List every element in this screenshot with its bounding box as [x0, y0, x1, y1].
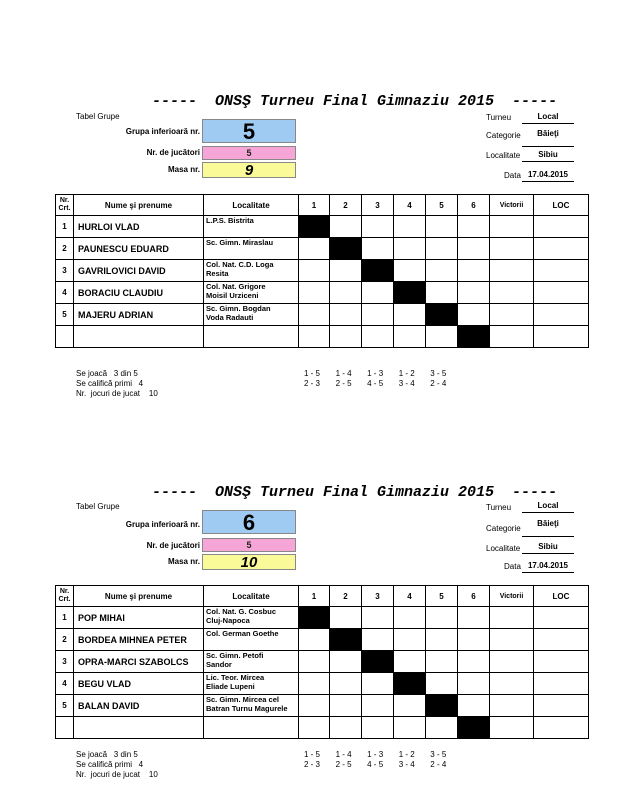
table-row — [56, 260, 589, 282]
player-name[interactable]: BORDEA MIHNEA PETER — [74, 629, 204, 651]
locality-line-2: Eliade Lupeni — [206, 682, 255, 691]
victorii-cell[interactable] — [490, 629, 534, 651]
victorii-cell[interactable] — [490, 304, 534, 326]
header-nr-crt: Nr. Crt. — [56, 586, 74, 607]
categorie-label: Categorie — [486, 131, 521, 140]
row-nr: 2 — [56, 629, 74, 651]
header-col-3: 3 — [362, 586, 394, 607]
nr-jucatori-label: Nr. de jucători — [146, 148, 200, 157]
row-nr: 4 — [56, 673, 74, 695]
turneu-label: Turneu — [486, 113, 512, 122]
masa-value[interactable]: 10 — [202, 554, 296, 570]
header-col-4: 4 — [394, 586, 426, 607]
table-row — [56, 607, 589, 629]
player-locality[interactable] — [204, 651, 299, 673]
score-cell[interactable] — [458, 282, 490, 304]
score-cell[interactable] — [394, 260, 426, 282]
locality-line-2: Batran Turnu Magurele — [206, 704, 288, 713]
grupa-value[interactable]: 6 — [202, 510, 296, 534]
locality-line-1: Col. Nat. G. Cosbuc — [206, 607, 277, 616]
header-localitate: Localitate — [204, 586, 299, 607]
score-cell[interactable] — [394, 651, 426, 673]
header-col-3: 3 — [362, 195, 394, 216]
nr-jucatori-value[interactable]: 5 — [202, 538, 296, 552]
victorii-cell[interactable] — [490, 673, 534, 695]
foot-se-joaca: Se joacă 3 din 5 — [76, 369, 138, 378]
categorie-label: Categorie — [486, 524, 521, 533]
loc-cell[interactable] — [534, 326, 589, 348]
score-cell[interactable] — [362, 717, 394, 739]
table-row — [56, 304, 589, 326]
victorii-cell[interactable] — [490, 216, 534, 238]
score-cell[interactable] — [362, 673, 394, 695]
score-cell[interactable] — [362, 216, 394, 238]
score-cell[interactable] — [299, 629, 330, 651]
header-col-2: 2 — [330, 586, 362, 607]
score-cell[interactable] — [330, 216, 362, 238]
player-locality[interactable] — [204, 326, 299, 348]
score-cell[interactable] — [426, 651, 458, 673]
victorii-cell[interactable] — [490, 326, 534, 348]
score-cell[interactable] — [458, 260, 490, 282]
match-pairs-line-1: 1 - 5 1 - 4 1 - 3 1 - 2 3 - 5 — [304, 750, 447, 759]
blocked-cell — [426, 304, 458, 326]
foot-nr-jocuri: Nr. jocuri de jucat 10 — [76, 389, 158, 398]
score-cell[interactable] — [458, 629, 490, 651]
locality-line-1: Lic. Teor. Mircea — [206, 673, 265, 682]
table-row — [56, 216, 589, 238]
score-cell[interactable] — [426, 607, 458, 629]
group-table — [55, 585, 589, 739]
score-cell[interactable] — [299, 260, 330, 282]
player-name[interactable]: MAJERU ADRIAN — [74, 304, 204, 326]
score-cell[interactable] — [362, 695, 394, 717]
score-cell[interactable] — [426, 717, 458, 739]
row-nr — [56, 717, 74, 739]
loc-cell[interactable] — [534, 260, 589, 282]
score-cell[interactable] — [426, 216, 458, 238]
table-row — [56, 651, 589, 673]
locality-line-1: Sc. Gimn. Bogdan — [206, 304, 271, 313]
row-nr: 1 — [56, 216, 74, 238]
player-locality[interactable] — [204, 673, 299, 695]
score-cell[interactable] — [458, 695, 490, 717]
group-table — [55, 194, 589, 348]
loc-cell[interactable] — [534, 607, 589, 629]
data-label: Data — [504, 171, 521, 180]
localitate-label: Localitate — [486, 151, 521, 160]
score-cell[interactable] — [362, 326, 394, 348]
score-cell[interactable] — [394, 629, 426, 651]
locality-line-1: Col. German Goethe — [206, 629, 279, 638]
localitate-value[interactable]: Sibiu — [522, 542, 574, 554]
nr-jucatori-label: Nr. de jucători — [146, 541, 200, 550]
player-name[interactable]: BEGU VLAD — [74, 673, 204, 695]
score-cell[interactable] — [362, 282, 394, 304]
victorii-cell[interactable] — [490, 651, 534, 673]
row-nr — [56, 326, 74, 348]
table-row — [56, 695, 589, 717]
score-cell[interactable] — [426, 282, 458, 304]
header-col-2: 2 — [330, 195, 362, 216]
match-pairs-line-1: 1 - 5 1 - 4 1 - 3 1 - 2 3 - 5 — [304, 369, 447, 378]
blocked-cell — [330, 629, 362, 651]
player-locality[interactable] — [204, 260, 299, 282]
header-loc: LOC — [534, 195, 589, 216]
blocked-cell — [426, 695, 458, 717]
locality-line-1: L.P.S. Bistrita — [206, 216, 254, 225]
victorii-cell[interactable] — [490, 238, 534, 260]
loc-cell[interactable] — [534, 695, 589, 717]
masa-label: Masa nr. — [167, 557, 200, 566]
player-name[interactable] — [74, 717, 204, 739]
score-cell[interactable] — [458, 304, 490, 326]
data-value[interactable]: 17.04.2015 — [522, 561, 574, 573]
victorii-cell[interactable] — [490, 282, 534, 304]
table-row — [56, 673, 589, 695]
score-cell[interactable] — [362, 304, 394, 326]
score-cell[interactable] — [426, 629, 458, 651]
score-cell[interactable] — [458, 673, 490, 695]
header-col-5: 5 — [426, 195, 458, 216]
score-cell[interactable] — [299, 717, 330, 739]
blocked-cell — [299, 216, 330, 238]
locality-line-1: Col. Nat. C.D. Loga — [206, 260, 274, 269]
score-cell[interactable] — [299, 695, 330, 717]
player-name[interactable]: POP MIHAI — [74, 607, 204, 629]
score-cell[interactable] — [394, 607, 426, 629]
blocked-cell — [362, 260, 394, 282]
header-col-5: 5 — [426, 586, 458, 607]
locality-line-2: Voda Radauti — [206, 313, 254, 322]
score-cell[interactable] — [299, 304, 330, 326]
table-header-row — [56, 586, 589, 607]
header-col-1: 1 — [299, 586, 330, 607]
blocked-cell — [394, 282, 426, 304]
player-locality[interactable] — [204, 238, 299, 260]
header-victorii: Victorii — [490, 195, 534, 216]
header-loc: LOC — [534, 586, 589, 607]
table-row — [56, 282, 589, 304]
score-cell[interactable] — [299, 651, 330, 673]
table-row — [56, 717, 589, 739]
row-nr: 5 — [56, 695, 74, 717]
player-name[interactable]: BORACIU CLAUDIU — [74, 282, 204, 304]
score-cell[interactable] — [299, 326, 330, 348]
player-name[interactable] — [74, 326, 204, 348]
header-localitate: Localitate — [204, 195, 299, 216]
score-cell[interactable] — [330, 304, 362, 326]
score-cell[interactable] — [330, 673, 362, 695]
score-cell[interactable] — [330, 651, 362, 673]
header-col-1: 1 — [299, 195, 330, 216]
player-locality[interactable] — [204, 695, 299, 717]
player-locality[interactable] — [204, 304, 299, 326]
blocked-cell — [458, 326, 490, 348]
header-col-6: 6 — [458, 195, 490, 216]
score-cell[interactable] — [426, 673, 458, 695]
score-cell[interactable] — [458, 238, 490, 260]
locality-line-1: Sc. Gimn. Mircea cel — [206, 695, 279, 704]
sheet-title: ----- ONSŞ Turneu Final Gimnaziu 2015 ----- — [152, 484, 558, 501]
score-cell[interactable] — [299, 238, 330, 260]
loc-cell[interactable] — [534, 282, 589, 304]
data-value[interactable]: 17.04.2015 — [522, 170, 574, 182]
loc-cell[interactable] — [534, 673, 589, 695]
table-header-row — [56, 195, 589, 216]
match-pairs-line-2: 2 - 3 2 - 5 4 - 5 3 - 4 2 - 4 — [304, 760, 447, 769]
foot-se-califica: Se califică primi 4 — [76, 760, 144, 769]
grupa-label: Grupa inferioară nr. — [125, 127, 200, 136]
table-row — [56, 238, 589, 260]
score-cell[interactable] — [394, 304, 426, 326]
player-locality[interactable] — [204, 282, 299, 304]
loc-cell[interactable] — [534, 238, 589, 260]
loc-cell[interactable] — [534, 629, 589, 651]
locality-line-2: Resita — [206, 269, 229, 278]
match-pairs-line-2: 2 - 3 2 - 5 4 - 5 3 - 4 2 - 4 — [304, 379, 447, 388]
player-name[interactable]: GAVRILOVICI DAVID — [74, 260, 204, 282]
loc-cell[interactable] — [534, 304, 589, 326]
score-cell[interactable] — [426, 260, 458, 282]
loc-cell[interactable] — [534, 651, 589, 673]
header-nume: Nume şi prenume — [74, 195, 204, 216]
score-cell[interactable] — [394, 238, 426, 260]
score-cell[interactable] — [426, 326, 458, 348]
score-cell[interactable] — [330, 695, 362, 717]
player-name[interactable]: HURLOI VLAD — [74, 216, 204, 238]
header-col-6: 6 — [458, 586, 490, 607]
blocked-cell — [458, 717, 490, 739]
tabel-grupe-label: Tabel Grupe — [76, 112, 120, 121]
blocked-cell — [362, 651, 394, 673]
victorii-cell[interactable] — [490, 260, 534, 282]
score-cell[interactable] — [299, 673, 330, 695]
localitate-value[interactable]: Sibiu — [522, 150, 574, 162]
score-cell[interactable] — [330, 717, 362, 739]
masa-label: Masa nr. — [167, 165, 200, 174]
grupa-label: Grupa inferioară nr. — [125, 520, 200, 529]
score-cell[interactable] — [330, 326, 362, 348]
score-cell[interactable] — [458, 216, 490, 238]
row-nr: 4 — [56, 282, 74, 304]
locality-line-2: Sandor — [206, 660, 232, 669]
header-nume: Nume şi prenume — [74, 586, 204, 607]
player-locality[interactable] — [204, 607, 299, 629]
victorii-cell[interactable] — [490, 607, 534, 629]
player-locality[interactable] — [204, 717, 299, 739]
header-nr-crt: Nr. Crt. — [56, 195, 74, 216]
locality-line-1: Sc. Gimn. Miraslau — [206, 238, 274, 247]
header-victorii: Victorii — [490, 586, 534, 607]
locality-line-2: Cluj-Napoca — [206, 616, 250, 625]
locality-line-1: Sc. Gimn. Petofi — [206, 651, 264, 660]
score-cell[interactable] — [362, 629, 394, 651]
locality-line-1: Col. Nat. Grigore — [206, 282, 266, 291]
categorie-value[interactable]: Băieţi — [522, 129, 574, 147]
score-cell[interactable] — [394, 717, 426, 739]
victorii-cell[interactable] — [490, 717, 534, 739]
score-cell[interactable] — [362, 607, 394, 629]
score-cell[interactable] — [426, 238, 458, 260]
categorie-value[interactable]: Băieţi — [522, 519, 574, 537]
score-cell[interactable] — [394, 216, 426, 238]
row-nr: 1 — [56, 607, 74, 629]
nr-jucatori-value[interactable]: 5 — [202, 146, 296, 160]
row-nr: 3 — [56, 651, 74, 673]
player-name[interactable]: BALAN DAVID — [74, 695, 204, 717]
localitate-label: Localitate — [486, 544, 521, 553]
foot-nr-jocuri: Nr. jocuri de jucat 10 — [76, 770, 158, 779]
turneu-label: Turneu — [486, 503, 512, 512]
player-locality[interactable] — [204, 629, 299, 651]
turneu-value[interactable]: Local — [522, 112, 574, 124]
blocked-cell — [299, 607, 330, 629]
table-row — [56, 629, 589, 651]
score-cell[interactable] — [330, 282, 362, 304]
masa-value[interactable]: 9 — [202, 162, 296, 178]
player-locality[interactable] — [204, 216, 299, 238]
score-cell[interactable] — [330, 607, 362, 629]
score-cell[interactable] — [458, 607, 490, 629]
grupa-value[interactable]: 5 — [202, 119, 296, 143]
row-nr: 5 — [56, 304, 74, 326]
foot-se-califica: Se califică primi 4 — [76, 379, 144, 388]
blocked-cell — [330, 238, 362, 260]
score-cell[interactable] — [362, 238, 394, 260]
foot-se-joaca: Se joacă 3 din 5 — [76, 750, 138, 759]
score-cell[interactable] — [330, 260, 362, 282]
header-col-4: 4 — [394, 195, 426, 216]
score-cell[interactable] — [299, 282, 330, 304]
tabel-grupe-label: Tabel Grupe — [76, 502, 120, 511]
score-cell[interactable] — [394, 695, 426, 717]
victorii-cell[interactable] — [490, 695, 534, 717]
locality-line-2: Moisil Urziceni — [206, 291, 259, 300]
data-label: Data — [504, 562, 521, 571]
sheet-title: ----- ONSŞ Turneu Final Gimnaziu 2015 ----- — [152, 93, 558, 110]
loc-cell[interactable] — [534, 216, 589, 238]
player-name[interactable]: PAUNESCU EDUARD — [74, 238, 204, 260]
score-cell[interactable] — [394, 326, 426, 348]
loc-cell[interactable] — [534, 717, 589, 739]
player-name[interactable]: OPRA-MARCI SZABOLCS — [74, 651, 204, 673]
row-nr: 2 — [56, 238, 74, 260]
score-cell[interactable] — [458, 651, 490, 673]
blocked-cell — [394, 673, 426, 695]
table-row — [56, 326, 589, 348]
turneu-value[interactable]: Local — [522, 501, 574, 513]
row-nr: 3 — [56, 260, 74, 282]
